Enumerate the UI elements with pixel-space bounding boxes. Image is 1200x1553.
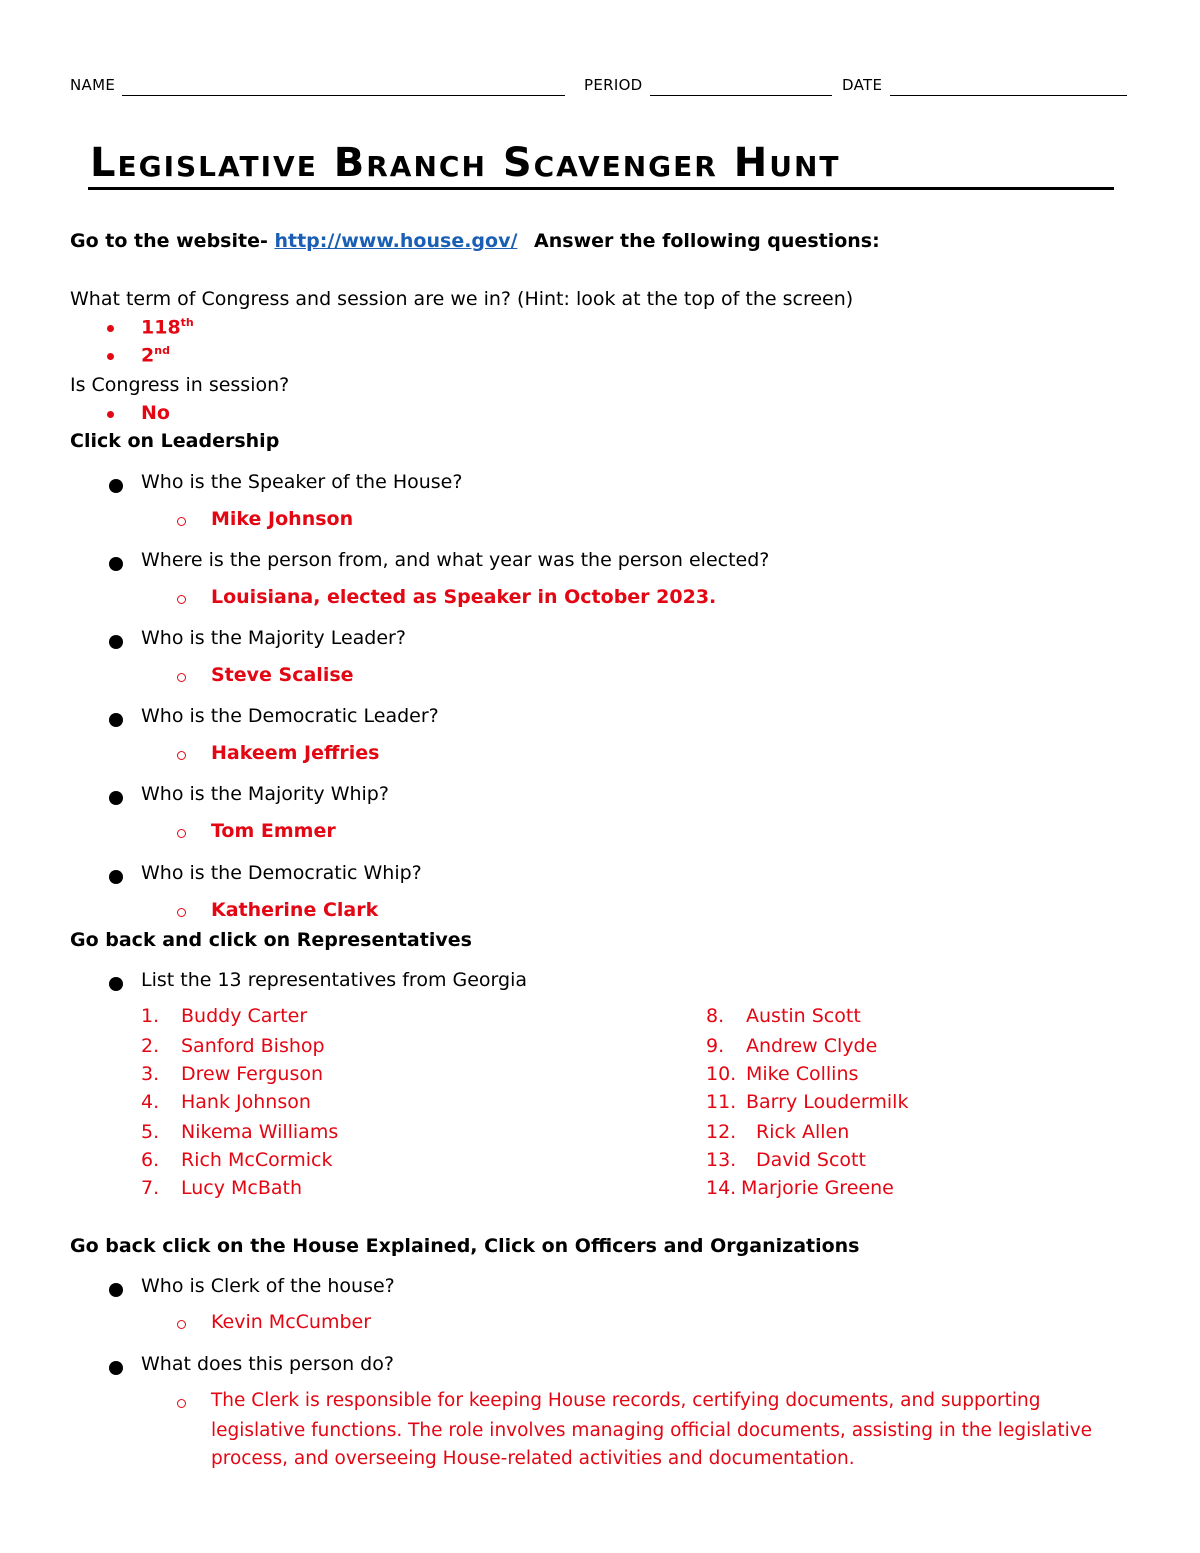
circle-bullet-icon <box>177 673 186 682</box>
rep-name: Austin Scott <box>746 1005 861 1027</box>
bullet-icon <box>109 791 123 805</box>
circle-bullet-icon <box>177 517 186 526</box>
leadership-answer: Mike Johnson <box>211 508 354 530</box>
rep-name: Mike Collins <box>746 1063 859 1085</box>
title-underline <box>88 187 1114 190</box>
rep-name: Barry Loudermilk <box>746 1091 909 1113</box>
clerk-duties-question: What does this person do? <box>141 1353 394 1375</box>
rep-number: 14. <box>706 1177 737 1199</box>
bullet-icon <box>109 713 123 727</box>
rep-name: Andrew Clyde <box>746 1035 878 1057</box>
rep-name: Rick Allen <box>756 1121 850 1143</box>
intro-prefix: Go to the website- <box>70 230 268 252</box>
circle-bullet-icon <box>177 829 186 838</box>
circle-bullet-icon <box>177 751 186 760</box>
circle-bullet-icon <box>177 908 186 917</box>
rep-name: Hank Johnson <box>181 1091 311 1113</box>
page-title: Legislative Branch Scavenger Hunt <box>90 140 841 186</box>
clerk-answer: Kevin McCumber <box>211 1311 372 1333</box>
rep-name: Buddy Carter <box>181 1005 308 1027</box>
house-gov-link[interactable]: http://www.house.gov/ <box>274 230 518 252</box>
leadership-answer: Katherine Clark <box>211 899 379 921</box>
rep-name: Nikema Williams <box>181 1121 339 1143</box>
leadership-answer: Hakeem Jeffries <box>211 742 380 764</box>
name-field[interactable] <box>122 95 565 96</box>
leadership-answer: Tom Emmer <box>211 820 336 842</box>
leadership-question: Where is the person from, and what year was the person elected? <box>141 549 770 571</box>
circle-bullet-icon <box>177 1399 186 1408</box>
leadership-answer: Steve Scalise <box>211 664 354 686</box>
bullet-icon <box>109 1361 123 1375</box>
bullet-icon <box>107 353 114 360</box>
rep-name: Lucy McBath <box>181 1177 303 1199</box>
clerk-question: Who is Clerk of the house? <box>141 1275 395 1297</box>
rep-number: 9. <box>706 1035 725 1057</box>
representatives-heading: Go back and click on Representatives <box>70 929 472 951</box>
intro-suffix: Answer the following questions: <box>534 230 880 252</box>
rep-number: 1. <box>141 1005 160 1027</box>
leadership-question: Who is the Democratic Whip? <box>141 862 422 884</box>
rep-number: 13. <box>706 1149 737 1171</box>
bullet-icon <box>109 1283 123 1297</box>
rep-number: 7. <box>141 1177 160 1199</box>
rep-number: 2. <box>141 1035 160 1057</box>
question-term: What term of Congress and session are we in? (Hint: look at the top of the screen) <box>70 288 854 310</box>
rep-number: 8. <box>706 1005 725 1027</box>
bullet-icon <box>107 325 114 332</box>
rep-number: 11. <box>706 1091 737 1113</box>
bullet-icon <box>109 635 123 649</box>
circle-bullet-icon <box>177 1320 186 1329</box>
rep-name: Drew Ferguson <box>181 1063 324 1085</box>
period-label: PERIOD <box>584 76 643 94</box>
leadership-question: Who is the Majority Whip? <box>141 783 389 805</box>
circle-bullet-icon <box>177 595 186 604</box>
rep-name: Marjorie Greene <box>741 1177 894 1199</box>
rep-number: 6. <box>141 1149 160 1171</box>
date-label: DATE <box>842 76 883 94</box>
clerk-duties-answer-line: The Clerk is responsible for keeping House records, certifying documents, and supporting <box>211 1390 1041 1411</box>
period-field[interactable] <box>650 95 832 96</box>
bullet-icon <box>107 411 114 418</box>
date-field[interactable] <box>890 95 1127 96</box>
leadership-answer: Louisiana, elected as Speaker in October 2023. <box>211 586 717 608</box>
answer-term: 118th <box>141 316 194 339</box>
rep-name: Rich McCormick <box>181 1149 333 1171</box>
rep-number: 4. <box>141 1091 160 1113</box>
bullet-icon <box>109 479 123 493</box>
name-label: NAME <box>70 76 116 94</box>
rep-number: 5. <box>141 1121 160 1143</box>
clerk-duties-answer-line: process, and overseeing House-related activities and documentation. <box>211 1448 855 1469</box>
intro-line <box>70 230 880 252</box>
answer-session: 2nd <box>141 344 170 367</box>
officers-heading: Go back click on the House Explained, Click on Officers and Organizations <box>70 1235 860 1257</box>
bullet-icon <box>109 870 123 884</box>
rep-name: David Scott <box>756 1149 866 1171</box>
bullet-icon <box>109 977 123 991</box>
leadership-heading: Click on Leadership <box>70 430 280 452</box>
representatives-question: List the 13 representatives from Georgia <box>141 969 527 991</box>
rep-name: Sanford Bishop <box>181 1035 325 1057</box>
rep-number: 10. <box>706 1063 737 1085</box>
clerk-duties-answer-line: legislative functions. The role involves managing official documents, assisting in the legislative <box>211 1420 1093 1441</box>
leadership-question: Who is the Majority Leader? <box>141 627 406 649</box>
leadership-question: Who is the Democratic Leader? <box>141 705 439 727</box>
leadership-question: Who is the Speaker of the House? <box>141 471 463 493</box>
bullet-icon <box>109 557 123 571</box>
rep-number: 12. <box>706 1121 737 1143</box>
answer-in-session: No <box>141 402 170 424</box>
rep-number: 3. <box>141 1063 160 1085</box>
question-in-session: Is Congress in session? <box>70 374 290 396</box>
